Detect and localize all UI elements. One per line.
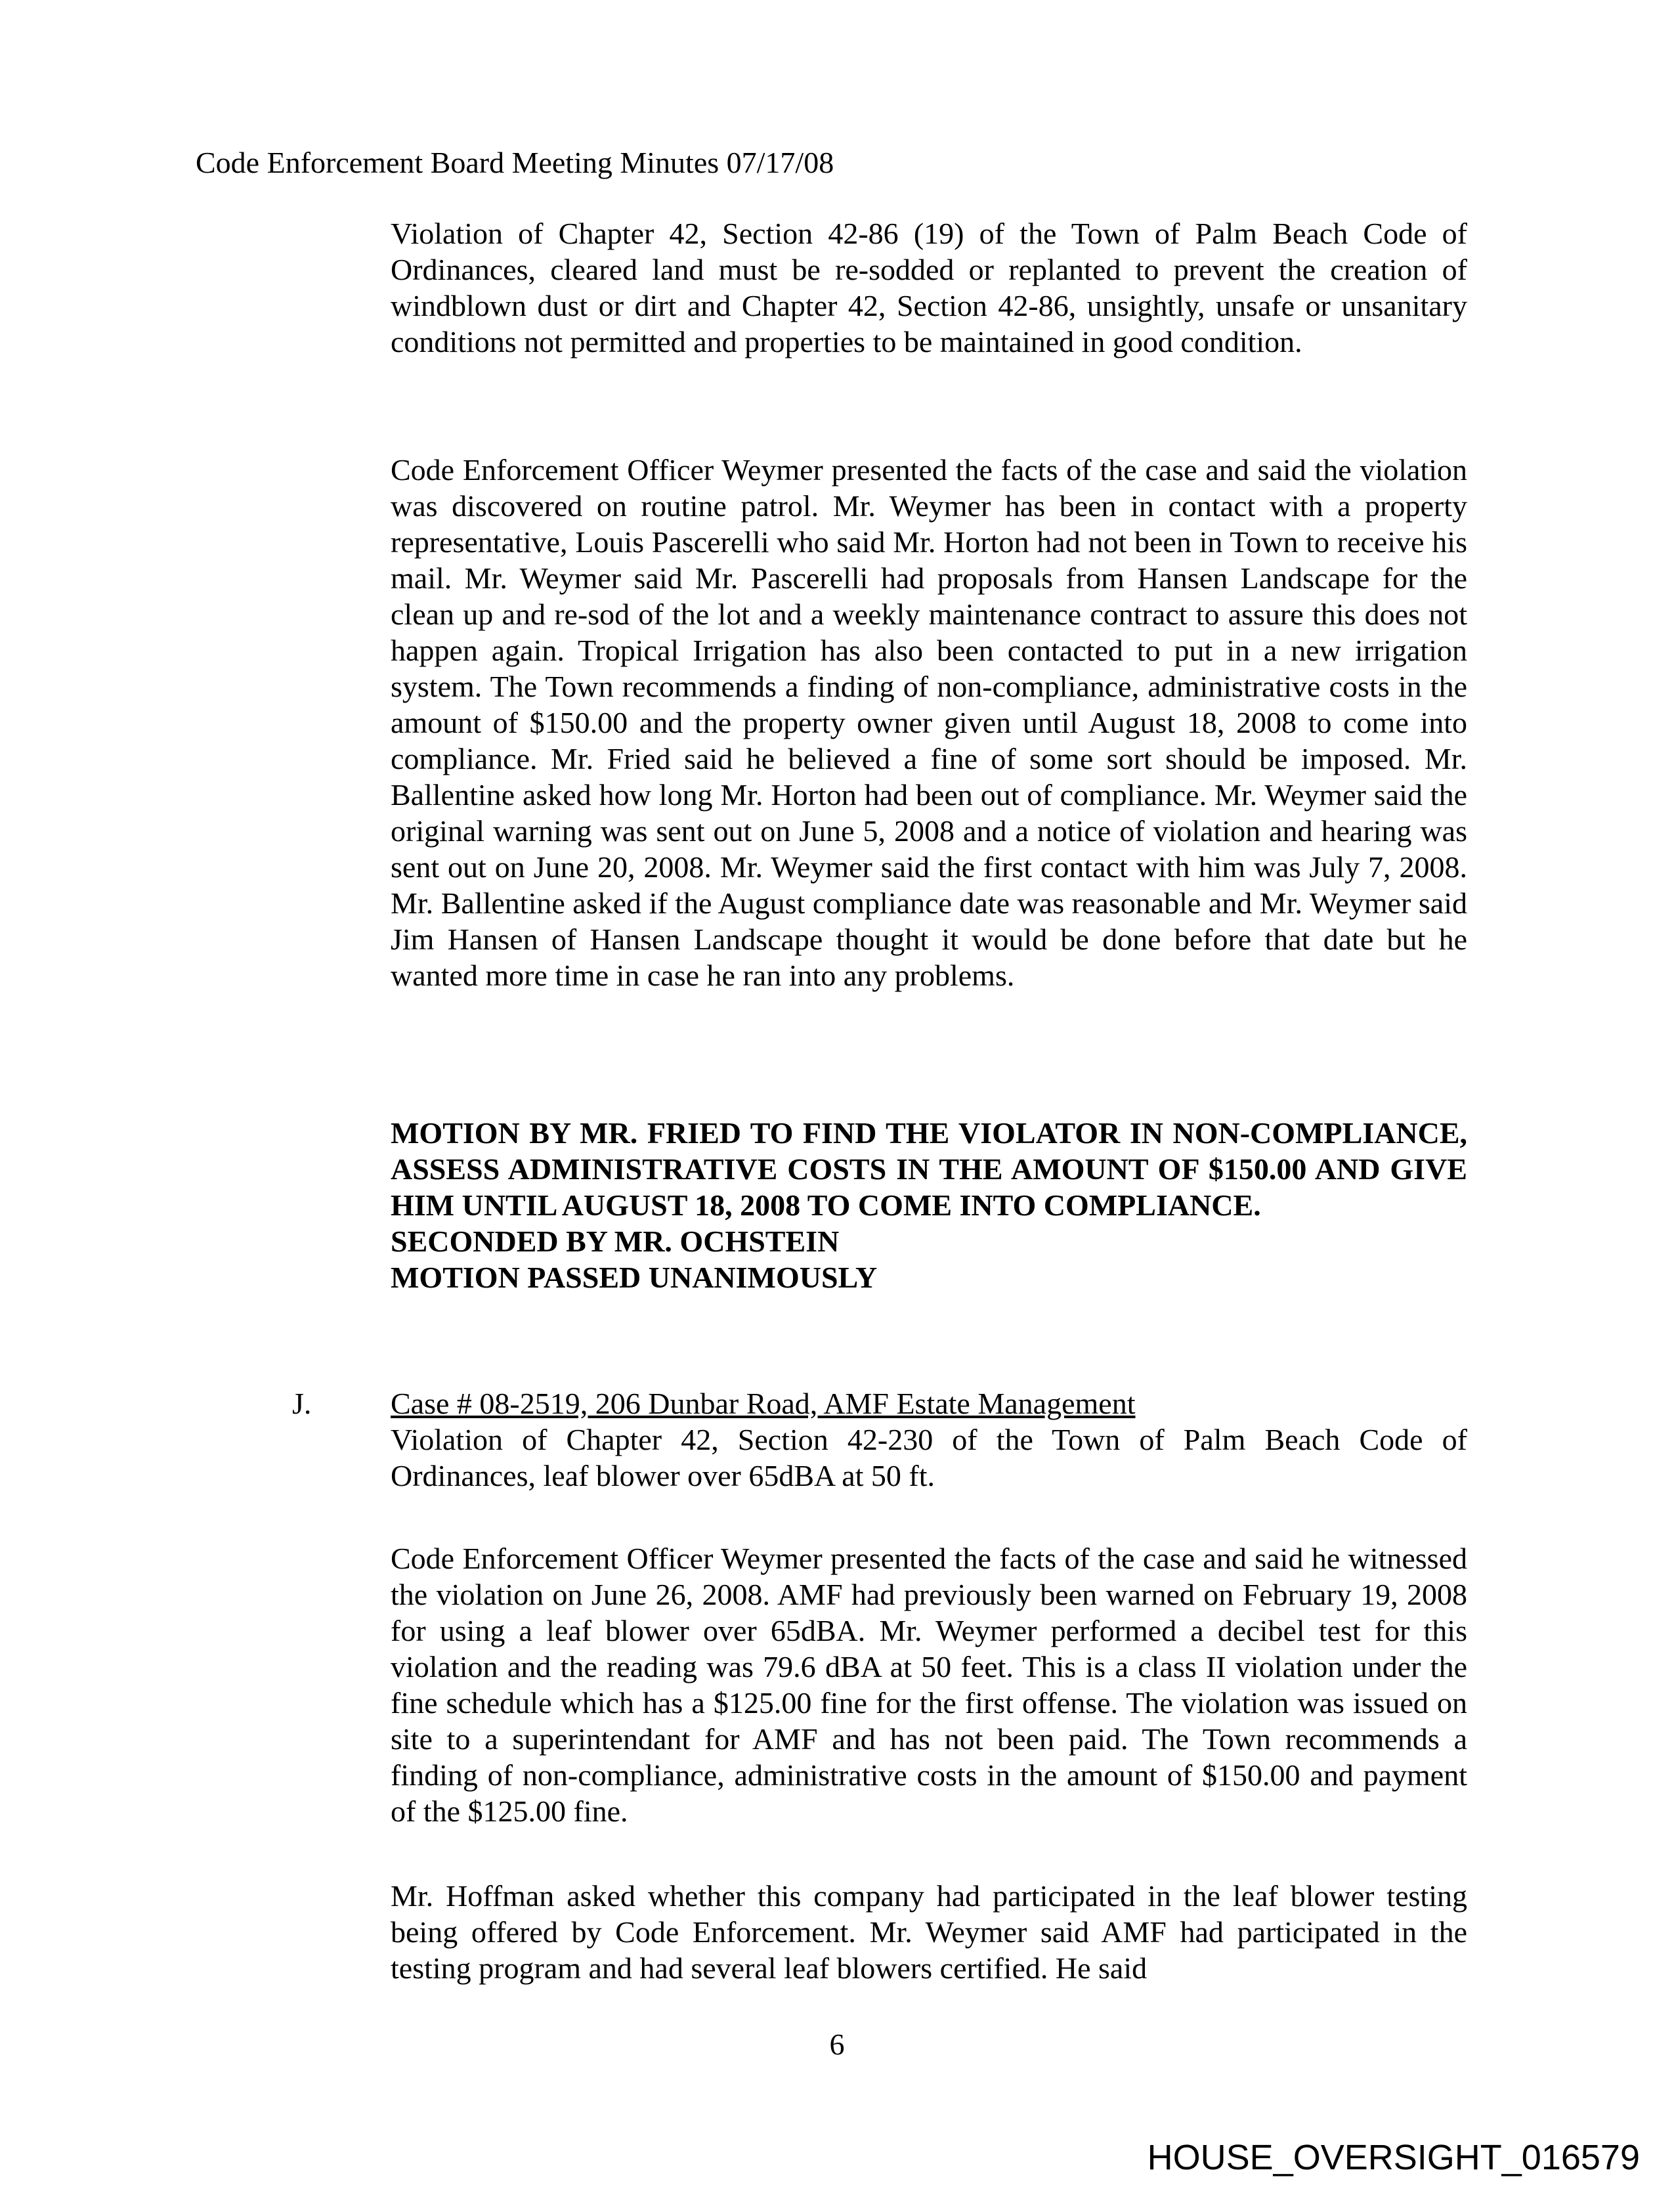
paragraph-case-facts-amf: Code Enforcement Officer Weymer presented the facts of the case and said he witnessed the violation on June 26, 2008. AMF had previously been warned on February 19, 2008 for using a leaf blower over 65dBA. Mr. Weymer performed a decibel test for this violation and the reading was 79.6 dBA at 50 feet. This is a class II violation under the fine schedule which has a $125.00 fine for the first offense. The violation was issued on site to a superintendant for AMF and has not been paid. The Town recommends a finding of non-compliance, administrative costs in the amount of $150.00 and payment of the $125.00 fine. xyxy=(391,1542,1467,1828)
item-j-violation: Violation of Chapter 42, Section 42-230 of the Town of Palm Beach Code of Ordinances, leaf blower over 65dBA at 50 ft. xyxy=(391,1423,1467,1492)
paragraph-hoffman-question: Mr. Hoffman asked whether this company had participated in the leaf blower testing being offered by Code Enforcement. Mr. Weymer said AMF had participated in the testing program and had several leaf blowers certified. He said xyxy=(391,1879,1467,1985)
item-j-label: J. xyxy=(292,1387,312,1420)
motion-block xyxy=(391,1115,1467,1295)
motion-passed: MOTION PASSED UNANIMOUSLY xyxy=(391,1261,878,1294)
motion-text: MOTION BY MR. FRIED TO FIND THE VIOLATOR IN NON-COMPLIANCE, ASSESS ADMINISTRATIVE COSTS IN THE AMOUNT OF $150.00 AND GIVE HIM UNTIL AUGUST 18, 2008 TO COME INTO COMPLIANCE. xyxy=(391,1116,1467,1222)
case-heading: Case # 08-2519, 206 Dunbar Road, AMF Estate Management xyxy=(391,1387,1136,1420)
page-number: 6 xyxy=(829,2028,845,2061)
document-header: Code Enforcement Board Meeting Minutes 07/17/08 xyxy=(196,146,834,179)
bates-stamp: HOUSE_OVERSIGHT_016579 xyxy=(1147,2138,1640,2177)
agenda-item-j xyxy=(292,1385,1467,1494)
paragraph-case-facts-horton: Code Enforcement Officer Weymer presented the facts of the case and said the violation was discovered on routine patrol. Mr. Weymer has been in contact with a property representative, Louis Pascerelli who said Mr. Horton had not been in Town to receive his mail. Mr. Weymer said Mr. Pascerelli had proposals from Hansen Landscape for the clean up and re-sod of the lot and a weekly maintenance contract to assure this does not happen again. Tropical Irrigation has also been contacted to put in a new irrigation system. The Town recommends a finding of non-compliance, administrative costs in the amount of $150.00 and the property owner given until August 18, 2008 to come into compliance. Mr. Fried said he believed a fine of some sort should be imposed. Mr. Ballentine asked how long Mr. Horton had been out of compliance. Mr. Weymer said the original warning was sent out on June 5, 2008 and a notice of violation and hearing was sent out on June 20, 2008. Mr. Weymer said the first contact with him was July 7, 2008. Mr. Ballentine asked if the August compliance date was reasonable and Mr. Weymer said Jim Hansen of Hansen Landscape thought it would be done before that date but he wanted more time in case he ran into any problems. xyxy=(391,453,1467,992)
paragraph-violation-42-86: Violation of Chapter 42, Section 42-86 (19) of the Town of Palm Beach Code of Ordinances, cleared land must be re-sodded or replanted to prevent the creation of windblown dust or dirt and Chapter 42, Section 42-86, unsightly, unsafe or unsanitary conditions not permitted and properties to be maintained in good condition. xyxy=(391,217,1467,358)
motion-seconded: SECONDED BY MR. OCHSTEIN xyxy=(391,1225,840,1258)
